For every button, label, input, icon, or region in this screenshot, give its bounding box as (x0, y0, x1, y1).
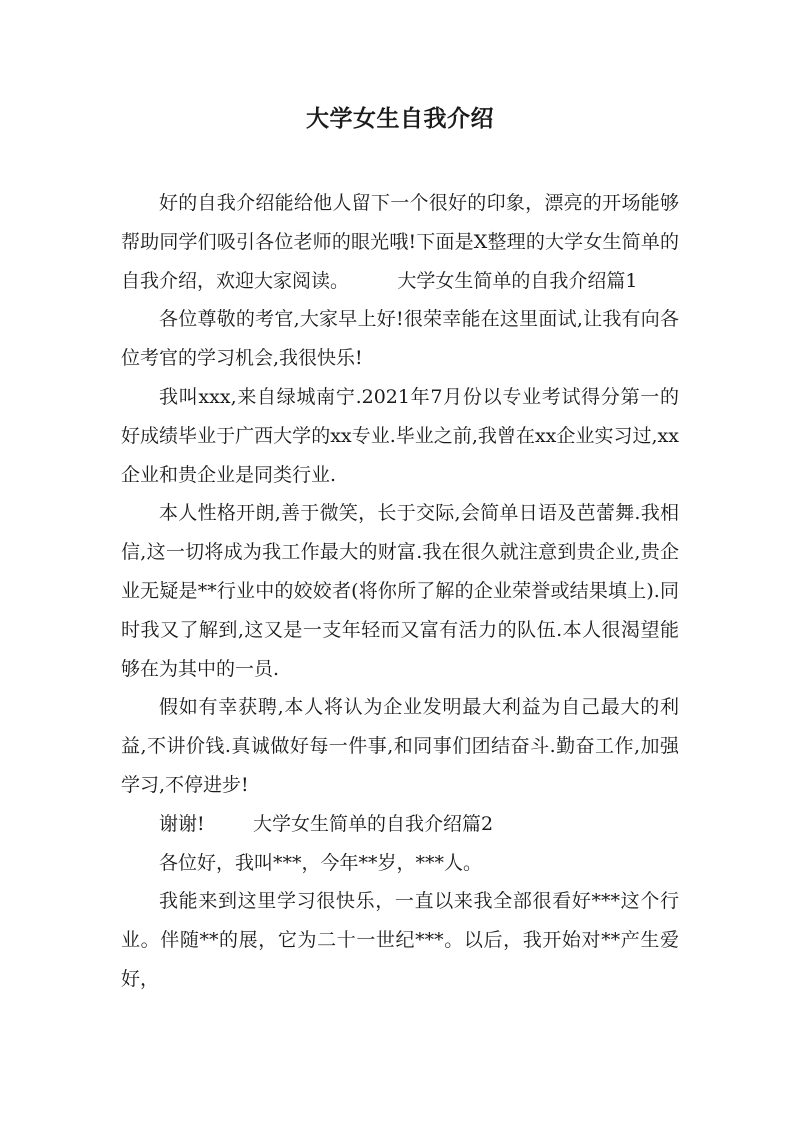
paragraph-background: 我叫xxx,来自绿城南宁.2021年7月份以专业考试得分第一的好成绩毕业于广西大学的xx专业.毕业之前,我曾在xx企业实习过,xx企业和贵企业是同类行业. (121, 385, 679, 486)
paragraph-greeting: 各位尊敬的考官,大家早上好!很荣幸能在这里面试,让我有向各位考官的学习机会,我很快乐! (121, 308, 679, 370)
paragraph-personality: 本人性格开朗,善于微笑，长于交际,会简单日语及芭蕾舞.我相信,这一切将成为我工作最大的财富.我在很久就注意到贵企业,贵企业无疑是**行业中的姣姣者(将你所了解的企业荣誉或结果填上).同时我又了解到,这又是一支年轻而又富有活力的队伍.本人很渴望能够在为其中的一员. (121, 502, 679, 680)
paragraph-thanks: 谢谢! 大学女生简单的自我介绍篇2 (159, 812, 494, 835)
paragraph-interest: 我能来到这里学习很快乐，一直以来我全部很看好***这个行业。伴随**的展，它为二十一世纪***。以后，我开始对**产生爱好， (121, 890, 679, 990)
document-body (121, 184, 679, 999)
paragraph-greeting-2: 各位好，我叫***，今年**岁，***人。 (159, 851, 483, 874)
paragraph-intro: 好的自我介绍能给他人留下一个很好的印象，漂亮的开场能够帮助同学们吸引各位老师的眼光哦!下面是X整理的大学女生简单的自我介绍，欢迎大家阅读。 大学女生简单的自我介绍篇1 (121, 192, 679, 292)
paragraph-commitment: 假如有幸获聘,本人将认为企业发明最大利益为自己最大的利益,不讲价钱.真诚做好每一件事,和同事们团结奋斗.勤奋工作,加强学习,不停进步! (121, 696, 679, 796)
document-title: 大学女生自我介绍 (306, 105, 494, 132)
